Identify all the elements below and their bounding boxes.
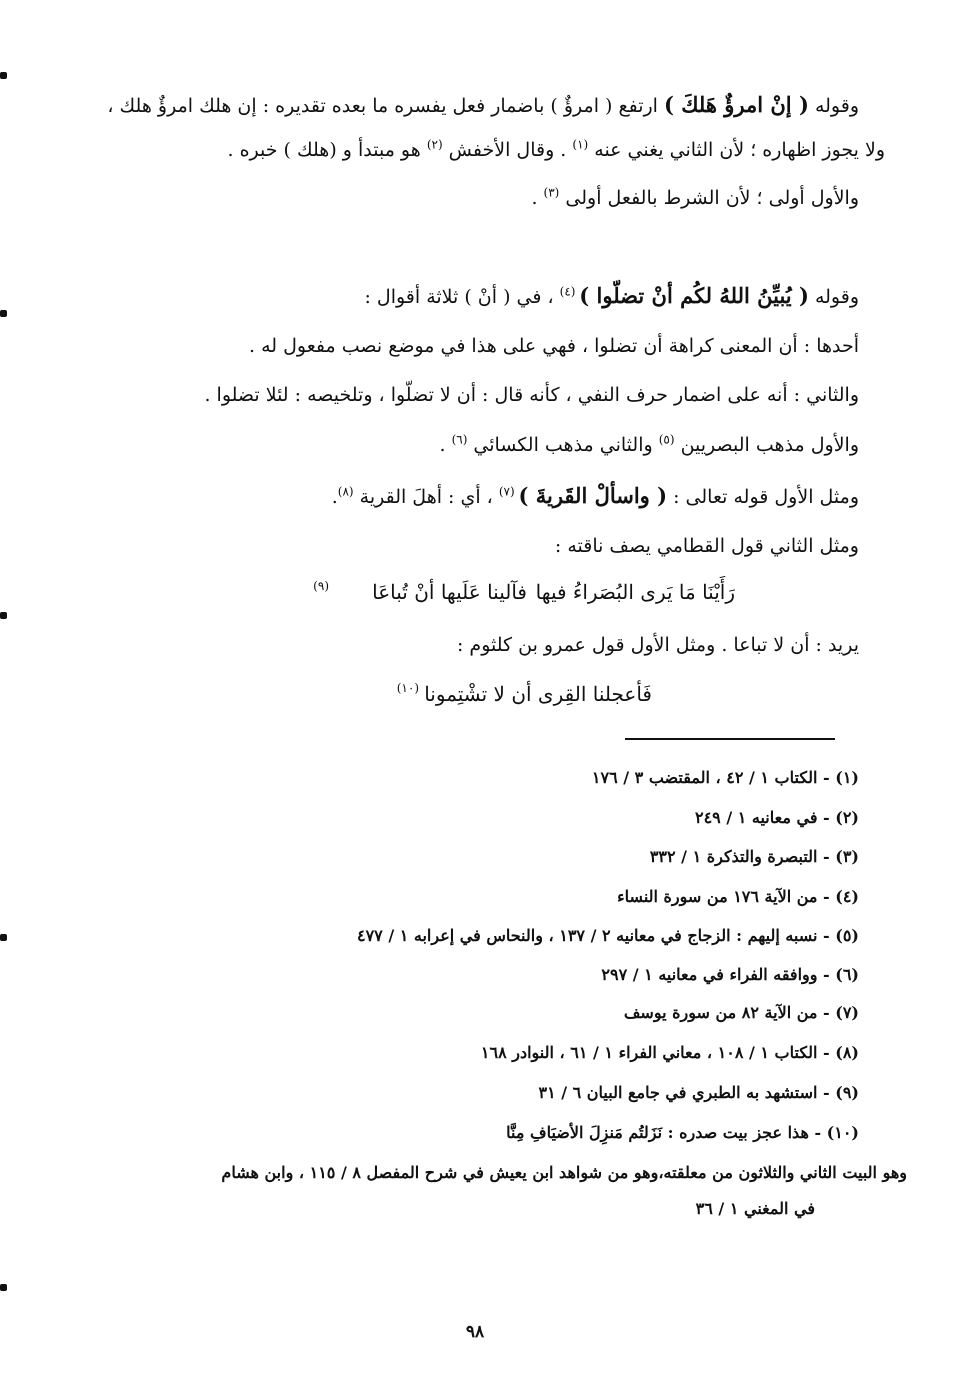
text-line-9: ومثل الثاني قول القطامي يصف ناقته : — [554, 535, 859, 557]
text-line-4 — [364, 283, 859, 310]
verse-first-hemistich: رَأَيْنَا مَا يَرى البُصَراءُ فيها — [535, 580, 735, 604]
footnote-ref: (٧) — [498, 484, 519, 499]
text-line-10: يريد : أن لا تباعا . ومثل الأول قول عمرو بن كلثوم : — [456, 634, 859, 656]
scan-edge-mark — [0, 72, 7, 79]
footnote-item: (٤) - من الآية ١٧٦ من سورة النساء — [617, 887, 859, 906]
verse-hemistich: فَأعجلنا القِرى أن لا تشْتِمونا — [424, 682, 652, 706]
footnote-ref: (٩) — [313, 579, 329, 593]
text-segment: . — [331, 486, 338, 508]
footnote-item: (٣) - التبصرة والتذكرة ١ / ٣٣٢ — [649, 847, 859, 866]
text-segment: ، أي : أهلَ القرية — [353, 486, 499, 508]
footnote-continuation: وهو البيت الثاني والثلاثون من معلقته،وهو من شواهد ابن يعيش في شرح المفصل ٨ / ١١٥ ، وابن هشام — [221, 1163, 907, 1182]
text-line-7 — [439, 432, 859, 458]
text-segment: ولا يجوز اظهاره ؛ لأن الثاني يغني عنه — [588, 139, 885, 161]
footnote-ref: (٨) — [337, 484, 354, 499]
text-segment: والأول مذهب البصريين — [674, 434, 859, 456]
footnote-item: (١) - الكتاب ١ / ٤٢ ، المقتضب ٣ / ١٧٦ — [591, 768, 859, 787]
text-segment: ، في ( أنْ ) ثلاثة أقوال : — [364, 286, 560, 308]
text-segment: . وقال الأخفش — [442, 139, 573, 161]
footnote-divider — [625, 738, 835, 740]
text-line-1 — [107, 92, 859, 119]
footnote-ref: (٤) — [559, 284, 580, 299]
text-line-8 — [332, 483, 859, 510]
footnote-item: (٢) - في معانيه ١ / ٢٤٩ — [694, 808, 859, 827]
text-line-3 — [531, 185, 859, 211]
text-segment: وقوله — [808, 286, 859, 308]
footnote-item: (٧) - من الآية ٨٢ من سورة يوسف — [623, 1003, 859, 1022]
text-line-2 — [228, 137, 885, 163]
scan-edge-mark — [0, 612, 7, 619]
footnote-ref: (٦) — [451, 432, 468, 447]
footnote-ref: (١) — [572, 137, 589, 152]
footnote-ref: (١٠) — [396, 681, 419, 695]
text-segment: . — [439, 434, 452, 456]
quran-quote: ( يُبيِّنُ اللهُ لكُم أنْ تضلّوا ) — [579, 283, 809, 308]
text-segment: ومثل الأول قوله تعالى : — [667, 486, 859, 508]
quran-quote: ( إنْ امرؤٌ هَلكَ ) — [663, 92, 809, 117]
footnote-item: (٥) - نسبه إليهم : الزجاج في معانيه ٢ / ١٣٧ ، والنحاس في إعرابه ١ / ٤٧٧ — [356, 926, 859, 945]
footnote-ref: (٢) — [426, 137, 443, 152]
scan-edge-mark — [0, 310, 7, 317]
text-segment: والثاني مذهب الكسائي — [467, 434, 659, 456]
text-segment: وقوله — [808, 95, 859, 117]
text-segment: هو مبتدأ و (هلك ) خبره . — [227, 139, 427, 161]
text-segment: ارتفع ( امرؤٌ ) باضمار فعل يفسره ما بعده تقديره : إن هلك امرؤٌ هلك ، — [107, 95, 664, 117]
text-segment: . — [531, 187, 544, 209]
footnote-continuation: في المغني ١ / ٣٦ — [695, 1199, 815, 1218]
footnote-ref: (٣) — [543, 185, 560, 200]
scan-edge-mark — [0, 1284, 7, 1291]
text-line-5: أحدها : أن المعنى كراهة أن تضلوا ، فهي على هذا في موضع نصب مفعول له . — [249, 335, 859, 357]
footnote-item: (٦) - ووافقه الفراء في معانيه ١ / ٢٩٧ — [601, 965, 859, 984]
footnote-item: (٩) - استشهد به الطبري في جامع البيان ٦ / ٣١ — [538, 1083, 859, 1102]
footnote-ref: (٥) — [658, 432, 675, 447]
text-line-6: والثاني : أنه على اضمار حرف النفي ، كأنه قال : أن لا تضلّوا ، وتلخيصه : لئلا تضلوا . — [204, 384, 859, 406]
verse-second-hemistich: فآلينا عَلَيها أنْ تُباعَا — [372, 580, 527, 604]
footnote-item: (٨) - الكتاب ١ / ١٠٨ ، معاني الفراء ١ / ٦١ ، النوادر ١٦٨ — [480, 1043, 859, 1062]
footnote-item: (١٠) - هذا عجز بيت صدره : نَزَلتُم مَنزِلَ الأضيَافِ مِنَّا — [506, 1123, 859, 1142]
text-segment: والأول أولى ؛ لأن الشرط بالفعل أولى — [559, 187, 859, 209]
quran-quote: ( واسألْ القَريةَ ) — [518, 483, 668, 508]
page-number: ٩٨ — [465, 1322, 485, 1342]
scan-edge-mark — [0, 934, 7, 941]
